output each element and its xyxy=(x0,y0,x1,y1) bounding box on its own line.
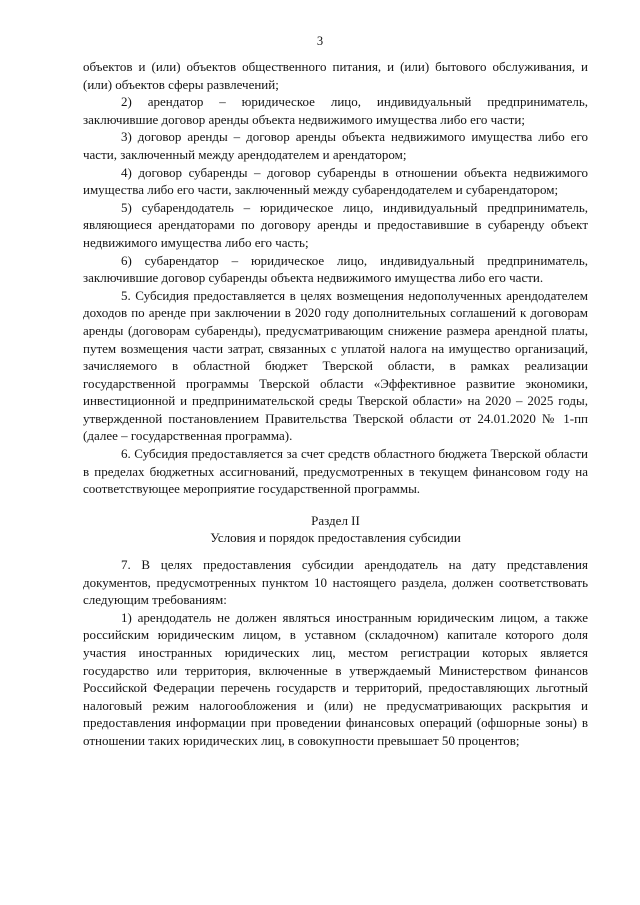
paragraph-item-5: 5. Субсидия предоставляется в целях возмещения недополученных арендодателем доходов по аренде при заключении в 2020 году дополнительных соглашений к договорам аренды (договорам субаренды), предусматривающим снижение размера арендной платы, путем возмещения части затрат, связанных с уплатой налога на имущество организаций, зачисляемого в областной бюджет Тверской области, в рамках реализации государственной программы Тверской области «Эффективное развитие экономики, инвестиционной и предпринимательской среды Тверской области» на 2020 – 2025 годы, утвержденной постановлением Правительства Тверской области от 24.01.2020 № 1-пп (далее – государственная программа). xyxy=(83,287,588,444)
paragraph-requirement-1: 1) арендодатель не должен являться иностранным юридическим лицом, а также российским юридическим лицом, в уставном (складочном) капитале которого доля участия иностранных юридических лиц, местом регистрации которых является государство или территория, включенные в утверждаемый Министерством финансов Российской Федерации перечень государств и территорий, предоставляющих льготный налоговый режим налогообложения и (или) не предусматривающих раскрытия и предоставления информации при проведении финансовых операций (офшорные зоны) в отношении таких юридических лиц, в совокупности превышает 50 процентов; xyxy=(83,609,588,748)
paragraph-item-7: 7. В целях предоставления субсидии арендодатель на дату представления документов, предусмотренных пунктом 10 настоящего раздела, должен соответствовать следующим требованиям: xyxy=(83,557,588,608)
paragraph-continuation: объектов и (или) объектов общественного питания, и (или) бытового обслуживания, и (или) объектов сферы развлечений; xyxy=(83,59,588,92)
paragraph-definition-5: 5) субарендодатель – юридическое лицо, индивидуальный предприниматель, являющиеся арендаторами по договору аренды и предоставившие в субаренду объект недвижимого имущества либо его часть; xyxy=(83,199,588,250)
section-title: Условия и порядок предоставления субсидии xyxy=(210,530,461,546)
document-body xyxy=(83,58,588,750)
paragraph-definition-2: 2) арендатор – юридическое лицо, индивидуальный предприниматель, заключившие договор аренды объекта недвижимого имущества либо его части; xyxy=(83,94,588,127)
section-number: Раздел II xyxy=(311,512,360,528)
paragraph-definition-6: 6) субарендатор – юридическое лицо, индивидуальный предприниматель, заключившие договор субаренды объекта недвижимого имущества либо его части. xyxy=(83,252,588,286)
paragraph-item-6: 6. Субсидия предоставляется за счет средств областного бюджета Тверской области в пределах бюджетных ассигнований, предусмотренных в текущем финансовом году на соответствующее мероприятие государственной программы. xyxy=(83,446,588,497)
page-number: 3 xyxy=(316,34,324,48)
paragraph-definition-3: 3) договор аренды – договор аренды объекта недвижимого имущества либо его части, заключенный между арендодателем и арендатором; xyxy=(83,129,588,162)
paragraph-definition-4: 4) договор субаренды – договор субаренды в отношении объекта недвижимого имущества либо его части, заключенный между субарендодателем и субарендатором; xyxy=(83,164,588,198)
